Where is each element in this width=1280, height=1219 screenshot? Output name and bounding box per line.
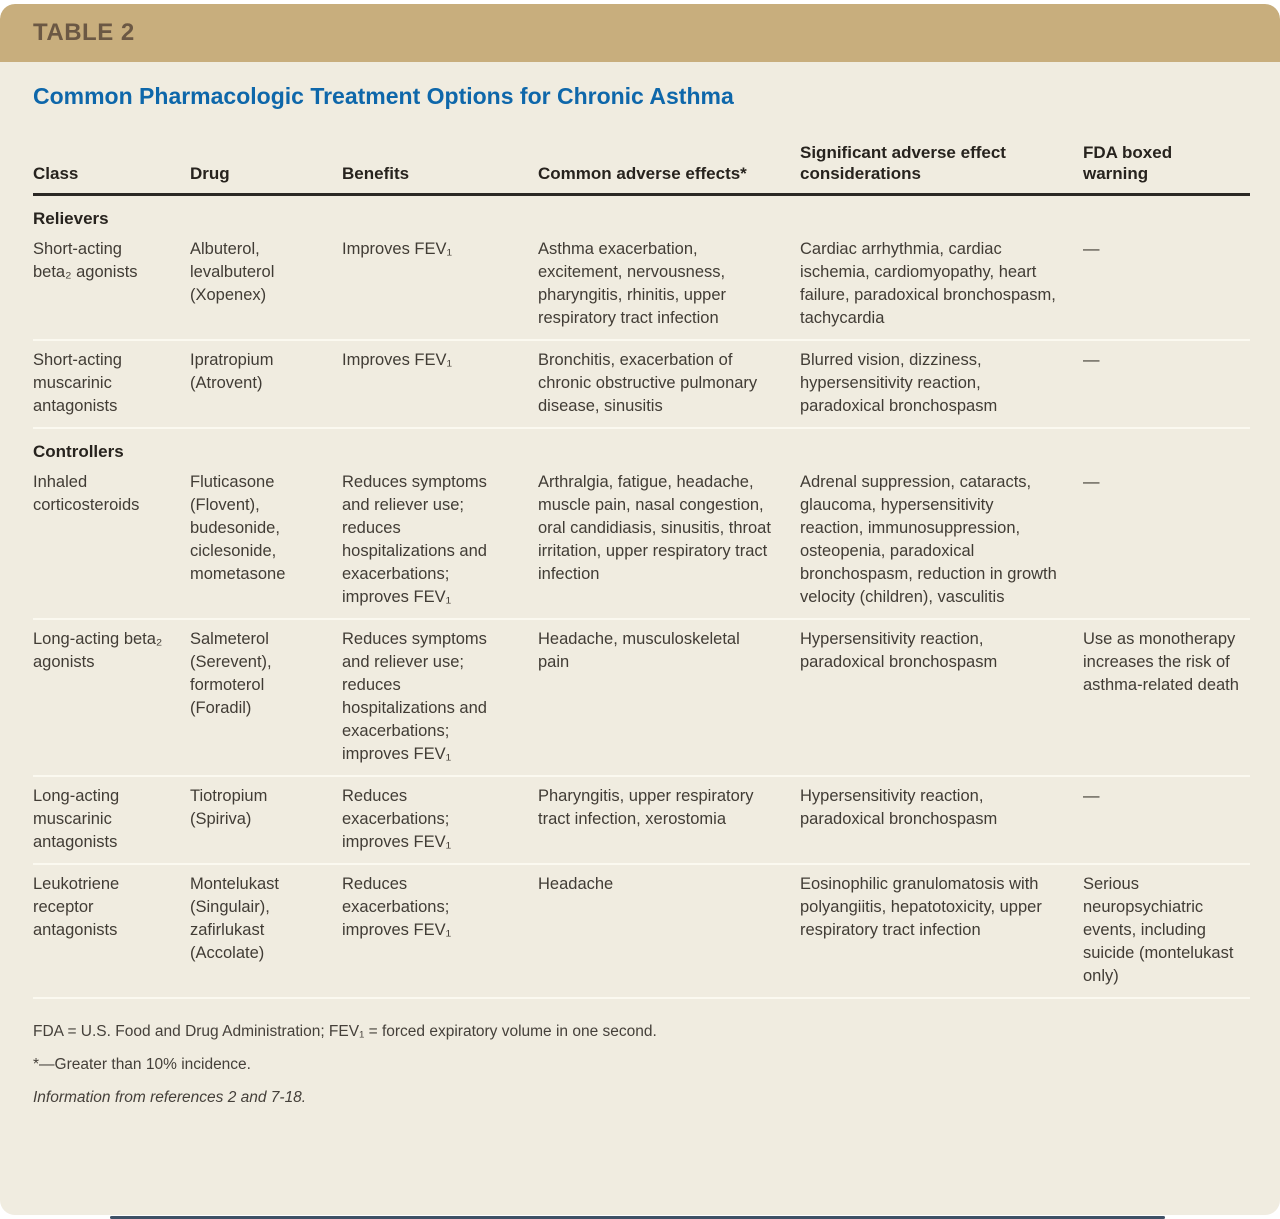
cell-adverse: Pharyngitis, upper respiratory tract infection, xerostomia: [538, 787, 754, 828]
cell-class: Short-acting muscarinic antagonists: [33, 351, 122, 415]
table-row: [33, 230, 1250, 341]
section-label-relievers: Relievers: [33, 209, 109, 228]
cell-adverse: Arthralgia, fatigue, headache, muscle pain, nasal congestion, oral candidiasis, sinusitis, throat irritation, upper respiratory tract infection: [538, 473, 771, 583]
cell-fda-warning: —: [1083, 351, 1100, 369]
cell-adverse: Asthma exacerbation, excitement, nervousness, pharyngitis, rhinitis, upper respiratory tract infection: [538, 240, 727, 327]
cell-class: Leukotriene receptor antagonists: [33, 875, 120, 939]
section-label-controllers: Controllers: [33, 442, 124, 461]
cell-drug: Albuterol, levalbuterol (Xopenex): [190, 240, 275, 304]
cell-considerations: Hypersensitivity reaction, paradoxical bronchospasm: [800, 630, 998, 671]
cell-benefits: Reduces exacerbations; improves FEV₁: [342, 875, 452, 939]
cell-drug: Salmeterol (Serevent), formoterol (Foradil): [190, 630, 272, 717]
cell-benefits: Improves FEV₁: [342, 240, 453, 258]
table-row: [33, 620, 1250, 777]
col-header-considerations: Significant adverse effect considerations: [800, 143, 1006, 183]
cell-adverse: Bronchitis, exacerbation of chronic obstructive pulmonary disease, sinusitis: [538, 351, 758, 415]
table-body: [0, 83, 1280, 1108]
col-header-drug: Drug: [190, 164, 230, 183]
footnote-source: Information from references 2 and 7-18.: [33, 1089, 307, 1106]
cell-adverse: Headache: [538, 875, 614, 893]
cell-class: Short-acting beta₂ agonists: [33, 240, 138, 281]
cell-drug: Ipratropium (Atrovent): [190, 351, 274, 392]
cell-class: Long-acting beta₂ agonists: [33, 630, 163, 671]
table-row: [33, 777, 1250, 865]
table-number-label: TABLE 2: [33, 19, 135, 46]
col-header-benefits: Benefits: [342, 164, 410, 183]
cell-benefits: Reduces symptoms and reliever use; reduces hospitalizations and exacerbations; improves FEV₁: [342, 473, 487, 606]
cell-drug: Tiotropium (Spiriva): [190, 787, 268, 828]
cell-class: Long-acting muscarinic antagonists: [33, 787, 120, 851]
table-header-row: [33, 124, 1250, 196]
drug-table: [33, 124, 1250, 999]
col-header-class: Class: [33, 164, 79, 183]
cell-considerations: Eosinophilic granulomatosis with polyangiitis, hepatotoxicity, upper respiratory tract infection: [800, 875, 1042, 939]
cell-benefits: Reduces symptoms and reliever use; reduces hospitalizations and exacerbations; improves FEV₁: [342, 630, 487, 763]
cell-drug: Montelukast (Singulair), zafirlukast (Accolate): [190, 875, 279, 962]
footnote-asterisk: *—Greater than 10% incidence.: [33, 1056, 251, 1073]
table-row: [33, 463, 1250, 620]
col-header-fda-warning: FDA boxed warning: [1083, 143, 1173, 183]
cell-adverse: Headache, musculoskeletal pain: [538, 630, 740, 671]
table-row: [33, 341, 1250, 429]
cell-fda-warning: —: [1083, 473, 1100, 491]
cell-fda-warning: Use as monotherapy increases the risk of asthma-related death: [1083, 630, 1239, 694]
cell-fda-warning: —: [1083, 787, 1100, 805]
table-title: Common Pharmacologic Treatment Options for Chronic Asthma: [33, 83, 734, 109]
cell-benefits: Reduces exacerbations; improves FEV₁: [342, 787, 452, 851]
table-row: [33, 865, 1250, 999]
cell-drug: Fluticasone (Flovent), budesonide, ciclesonide, mometasone: [190, 473, 286, 583]
cell-fda-warning: Serious neuropsychiatric events, including suicide (montelukast only): [1083, 875, 1234, 985]
table-card: [0, 4, 1280, 1215]
cell-class: Inhaled corticosteroids: [33, 473, 140, 514]
cell-benefits: Improves FEV₁: [342, 351, 453, 369]
cell-considerations: Cardiac arrhythmia, cardiac ischemia, cardiomyopathy, heart failure, paradoxical bronchospasm, tachycardia: [800, 240, 1056, 327]
cell-considerations: Adrenal suppression, cataracts, glaucoma, hypersensitivity reaction, immunosuppression, osteopenia, paradoxical bronchospasm, reduction in growth velocity (children), vasculitis: [800, 473, 1057, 606]
table-banner: [0, 4, 1280, 62]
cell-considerations: Hypersensitivity reaction, paradoxical bronchospasm: [800, 787, 998, 828]
col-header-adverse-effects: Common adverse effects*: [538, 164, 747, 183]
cell-fda-warning: —: [1083, 240, 1100, 258]
footnote-abbreviations: FDA = U.S. Food and Drug Administration; FEV₁ = forced expiratory volume in one second.: [33, 1023, 657, 1040]
cell-considerations: Blurred vision, dizziness, hypersensitivity reaction, paradoxical bronchospasm: [800, 351, 998, 415]
footnotes: [33, 999, 1250, 1108]
